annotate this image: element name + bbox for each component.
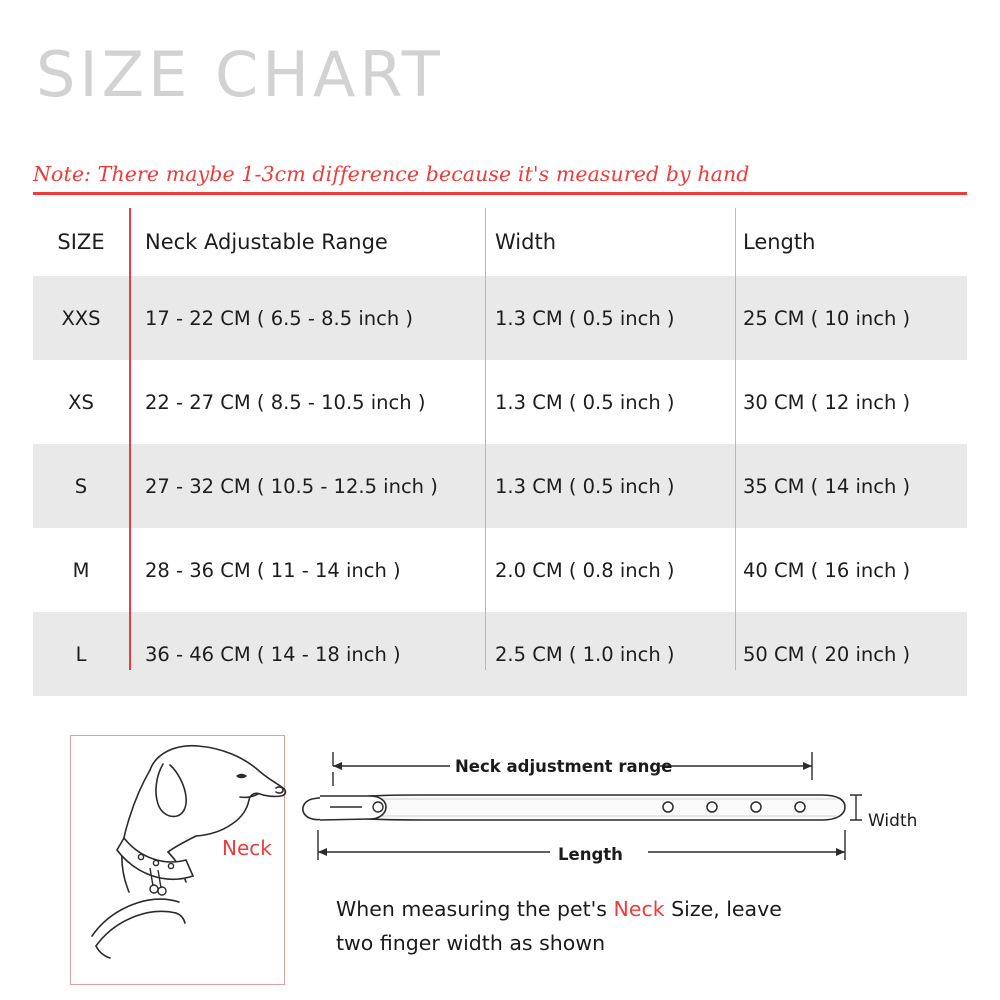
cell-neck: 17 - 22 CM ( 6.5 - 8.5 inch ) — [129, 276, 479, 360]
collar-strap-drawing — [303, 795, 845, 820]
table-row — [33, 360, 967, 444]
cell-width: 1.3 CM ( 0.5 inch ) — [479, 444, 727, 528]
cell-length: 30 CM ( 12 inch ) — [743, 390, 911, 414]
cell-length: 40 CM ( 16 inch ) — [743, 558, 911, 582]
length-label: Length — [558, 845, 623, 864]
table-row — [33, 528, 967, 612]
cell-width: 1.3 CM ( 0.5 inch ) — [479, 276, 727, 360]
table-row — [33, 612, 967, 696]
header-length: Length — [743, 230, 816, 254]
cell-length: 25 CM ( 10 inch ) — [727, 276, 967, 360]
page-title: SIZE CHART — [36, 38, 444, 111]
cell-length: 35 CM ( 14 inch ) — [727, 444, 967, 528]
cell-size: S — [33, 444, 129, 528]
hand-fingers-drawing — [92, 899, 185, 958]
cell-size: XXS — [33, 276, 129, 360]
neck-callout-label: Neck — [222, 836, 272, 860]
dog-collar — [117, 838, 193, 895]
measuring-caption — [336, 892, 896, 960]
caption-part-1: When measuring the pet's — [336, 897, 614, 921]
caption-line-2: two finger width as shown — [336, 931, 606, 955]
header-size: SIZE — [57, 230, 105, 254]
size-table — [33, 208, 967, 696]
width-label: Width — [868, 811, 918, 831]
cell-size: M — [72, 558, 90, 582]
table-divider-width — [485, 208, 486, 670]
illustration-area — [0, 700, 1000, 1000]
cell-length: 50 CM ( 20 inch ) — [727, 612, 967, 696]
cell-width: 2.5 CM ( 1.0 inch ) — [479, 612, 727, 696]
cell-size: L — [33, 612, 129, 696]
table-divider-length — [735, 208, 736, 670]
cell-neck: 22 - 27 CM ( 8.5 - 10.5 inch ) — [145, 390, 426, 414]
cell-neck: 36 - 46 CM ( 14 - 18 inch ) — [129, 612, 479, 696]
measurement-note: Note: There maybe 1-3cm difference because it's measured by hand — [33, 162, 750, 186]
cell-width: 2.0 CM ( 0.8 inch ) — [495, 558, 675, 582]
cell-width: 1.3 CM ( 0.5 inch ) — [495, 390, 675, 414]
header-neck: Neck Adjustable Range — [145, 230, 388, 254]
table-row — [33, 276, 967, 360]
caption-neck-highlight: Neck — [613, 897, 665, 921]
table-row — [33, 444, 967, 528]
width-dimension — [850, 795, 862, 820]
cell-neck: 28 - 36 CM ( 11 - 14 inch ) — [145, 558, 401, 582]
cell-size: XS — [68, 390, 94, 414]
note-divider — [33, 192, 967, 195]
table-divider-red — [129, 208, 131, 670]
neck-range-label: Neck adjustment range — [455, 757, 673, 776]
cell-neck: 27 - 32 CM ( 10.5 - 12.5 inch ) — [129, 444, 479, 528]
table-header-row — [33, 208, 967, 276]
caption-part-2: Size, leave — [664, 897, 782, 921]
header-width: Width — [495, 230, 557, 254]
